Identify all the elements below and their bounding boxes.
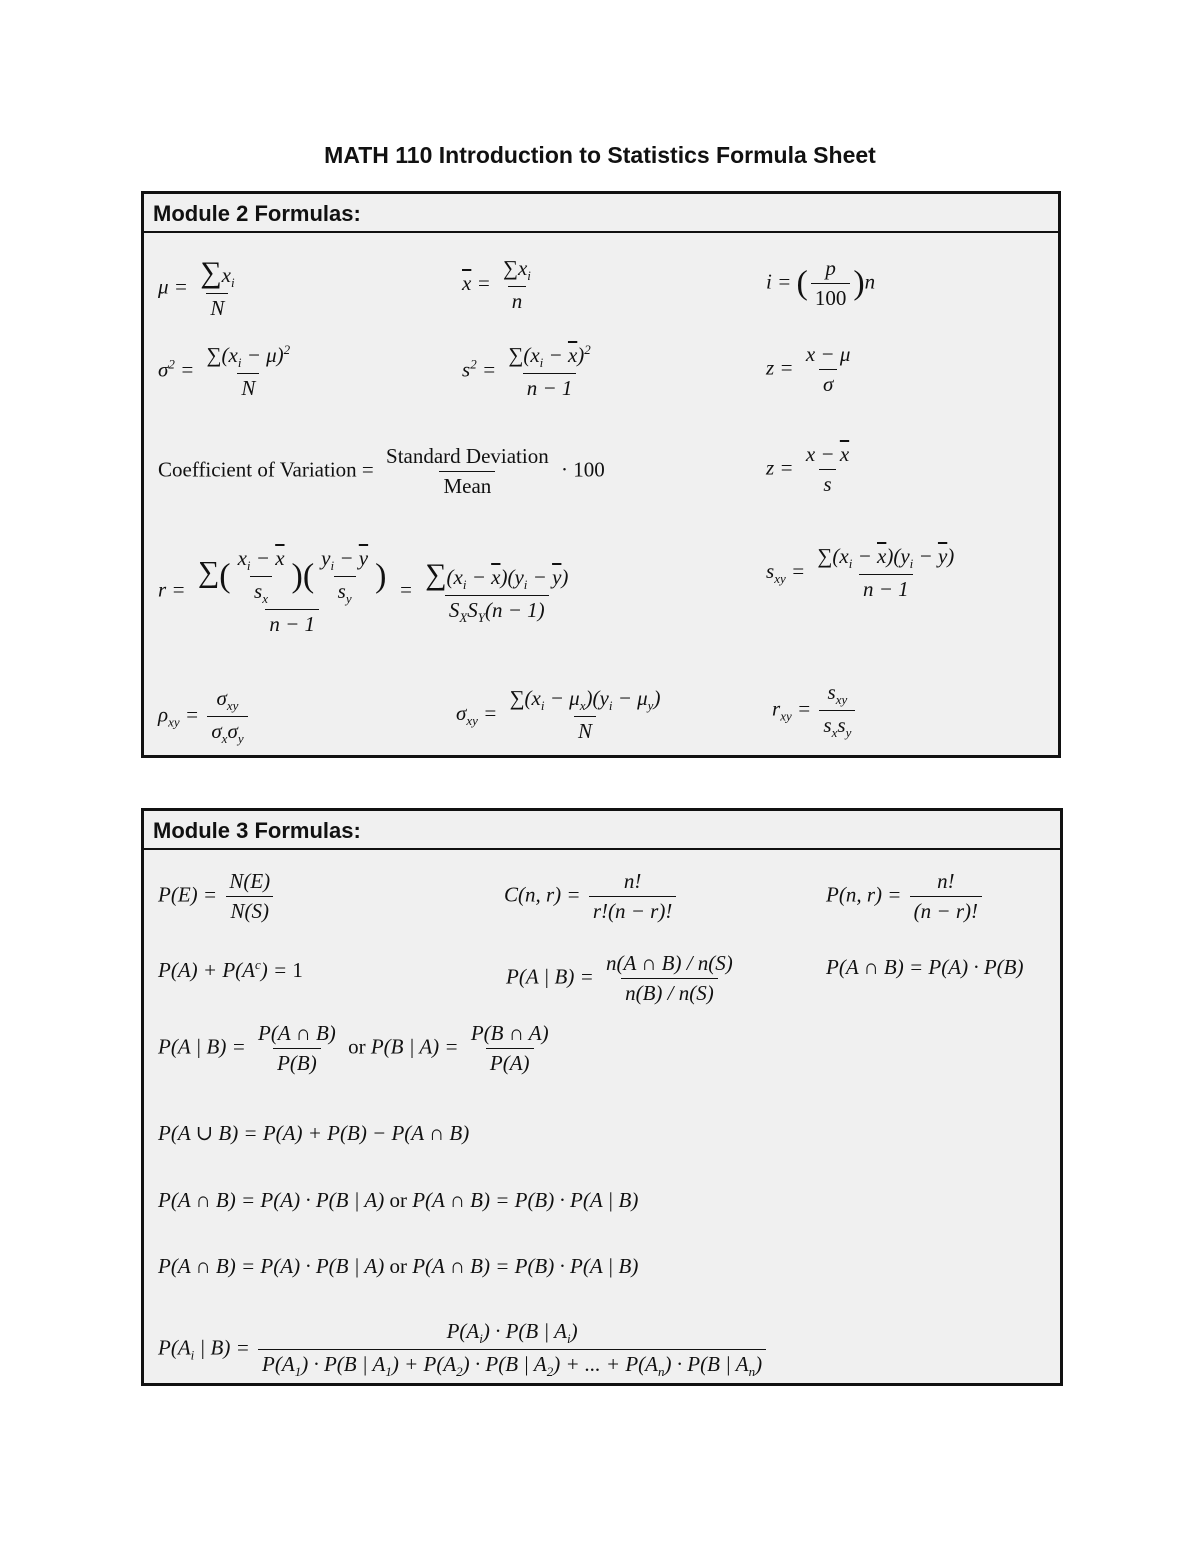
formula-classical-probability: P(E) = $\frac{N(E)}{N(S)}$: [158, 869, 277, 924]
formula-percentile-index: i = ( $\frac{p}{100}$ )n: [766, 256, 876, 310]
formula-population-covariance: $\sigma_{xy}$ = $\frac{\sum(x_i - \mu_x)(y_i - \mu_y)}{N}$: [456, 686, 661, 744]
formula-combinations: C(n, r) = $\frac{n!}{r!(n - r)!}$: [504, 869, 679, 924]
formula-correlation-coefficient: r = ∑( $\frac{x_i - \overline{x}}{s_x}$ )( $\frac{y_i - \overline{y}}{s_y}$ ) n − 1 = $\frac{\sum(x_i - \overline{x})(y_i - \overline{y})}{S_XS_Y(n - 1)}$: [158, 546, 569, 637]
formula-population-z-score: z = $\frac{x - \mu}{\sigma}$: [766, 342, 851, 396]
formula-sample-correlation: $r_{xy}$ = $\frac{s_{xy}}{s_xs_y}$: [772, 680, 858, 741]
or-word: or: [348, 1034, 366, 1059]
formula-population-correlation: $\rho_{xy}$ = $\frac{\sigma_{xy}}{\sigma_x\sigma_y}$: [158, 686, 251, 747]
module-3-box: [141, 808, 1063, 1386]
formula-sample-covariance: $s_{xy}$ = $\frac{\sum(x_i - \overline{x})(y_i - \overline{y})}{n - 1}$: [766, 544, 955, 602]
module-2-box: [141, 191, 1061, 758]
formula-population-mean: μ = $\frac{\sum x_i}{N}$: [158, 256, 235, 321]
formula-multiplication-rule-1: P(A ∩ B) = P(A) · P(B | A) or P(A ∩ B) = P(B) · P(A | B): [158, 1188, 639, 1212]
page-title: MATH 110 Introduction to Statistics Formula Sheet: [324, 142, 876, 168]
formula-population-variance: $\sigma^2$ = $\frac{\sum(x_i - \mu)^2}{N}$: [158, 342, 291, 401]
formula-sample-variance: $s^2$ = $\frac{\sum(x_i - \overline{x})^2}{n - 1}$: [462, 342, 591, 401]
module-2-heading: Module 2 Formulas:: [144, 194, 1058, 233]
cv-label: Coefficient of Variation =: [158, 457, 374, 482]
formula-conditional-counts: P(A | B) = $\frac{n(A \cap B) / n(S)}{n(B) / n(S)}$: [506, 951, 733, 1005]
formula-addition-rule: P(A ∪ B) = P(A) + P(B) − P(A ∩ B): [158, 1121, 470, 1145]
formula-conditional-probability: P(A | B) = $\frac{P(A \cap B)}{P(B)}$ or P(B | A) = $\frac{P(B \cap A)}{P(A)}$: [158, 1021, 549, 1075]
formula-sample-mean: $\overline{x}$ = $\frac{\sum x_i}{n}$: [462, 256, 531, 314]
formula-bayes-theorem: $P(A_i$ | B) = $P(A_i) \cdot P(B$ | $A_i$) $P(A_1) \cdot P(B$ | $A_1) + P(A_2) \cdot P(B$ | $A_2$) + ... + $P(A_n) \cdot P(B$ | $A_n$): [158, 1319, 769, 1380]
cv-numerator: Standard Deviation: [386, 444, 549, 468]
cv-denominator: Mean: [439, 471, 495, 499]
formula-independent-intersection: P(A ∩ B) = P(A) · P(B): [826, 955, 1024, 979]
formula-permutations: P(n, r) = $\frac{n!}{(n - r)!}$: [826, 869, 985, 924]
formula-complement-rule: $P(A) + P(A^c) = 1$: [158, 957, 303, 982]
formula-sample-z-score: z = $\frac{x - \overline{x}}{s}$: [766, 442, 850, 496]
module-3-heading: Module 3 Formulas:: [144, 811, 1060, 850]
formula-coefficient-of-variation: [158, 444, 605, 499]
cv-multiplier: · 100: [560, 457, 605, 482]
formula-multiplication-rule-2: P(A ∩ B) = P(A) · P(B | A) or P(A ∩ B) = P(B) · P(A | B): [158, 1254, 639, 1278]
